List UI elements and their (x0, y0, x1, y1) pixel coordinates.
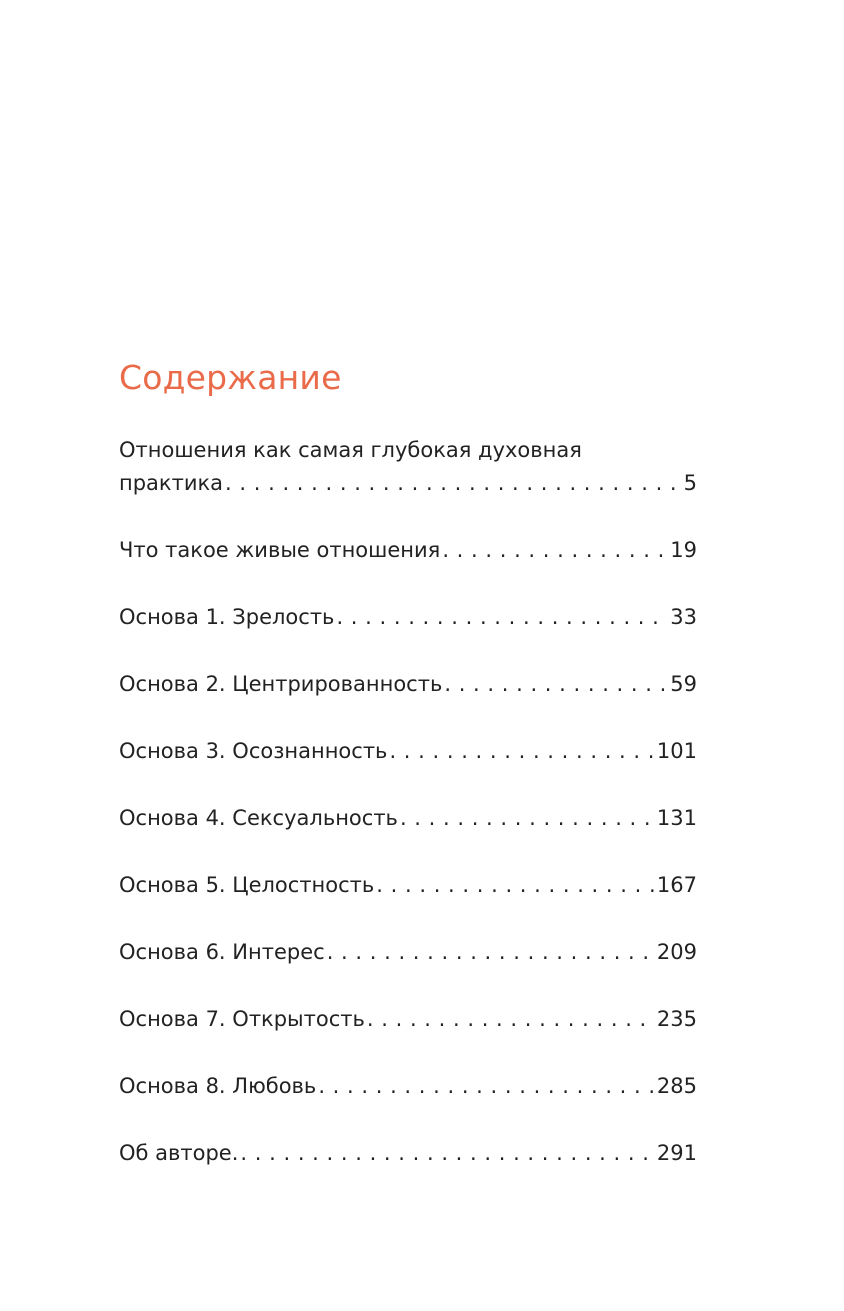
toc-entry-line (119, 467, 697, 500)
toc-dot-leader (327, 936, 655, 969)
toc-entry-11 (119, 1137, 697, 1170)
toc-entry-label: Основа 7. Открытость (119, 1007, 365, 1031)
toc-entry-label: Основа 1. Зрелость (119, 605, 335, 629)
toc-entry-page: 33 (670, 605, 697, 629)
toc-entry-line (119, 936, 697, 969)
toc-entry-line (119, 668, 697, 701)
toc-entry-line (119, 1137, 697, 1170)
toc-dot-leader (367, 1003, 655, 1036)
toc-entry-5 (119, 735, 697, 768)
toc-dot-leader (318, 1070, 655, 1103)
toc-entry-line (119, 735, 697, 768)
toc-dot-leader (225, 467, 682, 500)
toc-entry-page: 59 (670, 672, 697, 696)
toc-entry-1 (119, 434, 697, 500)
toc-entry-label: Об авторе. (119, 1141, 239, 1165)
toc-entry-line (119, 1070, 697, 1103)
toc-entry-label: Основа 5. Целостность (119, 873, 375, 897)
toc-entry-page: 101 (656, 739, 697, 763)
toc-entry-page: 19 (670, 538, 697, 562)
toc-entry-page: 167 (656, 873, 697, 897)
toc-entry-label: Основа 8. Любовь (119, 1074, 317, 1098)
table-of-contents (119, 355, 697, 1204)
toc-entry-8 (119, 936, 697, 969)
toc-entry-label: практика (119, 471, 224, 495)
toc-entry-label: Основа 2. Центрированность (119, 672, 443, 696)
toc-entry-page: 285 (656, 1074, 697, 1098)
toc-entry-7 (119, 869, 697, 902)
toc-dot-leader (400, 802, 655, 835)
toc-entry-page: 209 (656, 940, 697, 964)
toc-entry-line (119, 1003, 697, 1036)
toc-entry-4 (119, 668, 697, 701)
toc-entry-page: 235 (656, 1007, 697, 1031)
toc-entry-label-line1: Отношения как самая глубокая духовная (119, 438, 582, 462)
toc-entry-line (119, 601, 697, 634)
toc-entry-page: 131 (656, 806, 697, 830)
toc-entry-page: 5 (683, 471, 697, 495)
toc-entry-2 (119, 534, 697, 567)
toc-list (119, 434, 697, 1170)
toc-entry-label: Что такое живые отношения (119, 538, 441, 562)
toc-entry-page: 291 (656, 1141, 697, 1165)
toc-entry-label: Основа 3. Осознанность (119, 739, 388, 763)
toc-dot-leader (389, 735, 654, 768)
toc-dot-leader (240, 1137, 654, 1170)
toc-entry-label: Основа 6. Интерес (119, 940, 325, 964)
toc-entry-3 (119, 601, 697, 634)
toc-entry-label: Основа 4. Сексуальность (119, 806, 398, 830)
toc-entry-line (119, 869, 697, 902)
toc-dot-leader (442, 534, 668, 567)
toc-dot-leader (444, 668, 668, 701)
toc-entry-6 (119, 802, 697, 835)
toc-entry-9 (119, 1003, 697, 1036)
toc-entry-10 (119, 1070, 697, 1103)
toc-title: Содержание (119, 358, 342, 397)
toc-dot-leader (336, 601, 668, 634)
toc-entry-line (119, 802, 697, 835)
toc-entry-line (119, 534, 697, 567)
toc-dot-leader (376, 869, 655, 902)
